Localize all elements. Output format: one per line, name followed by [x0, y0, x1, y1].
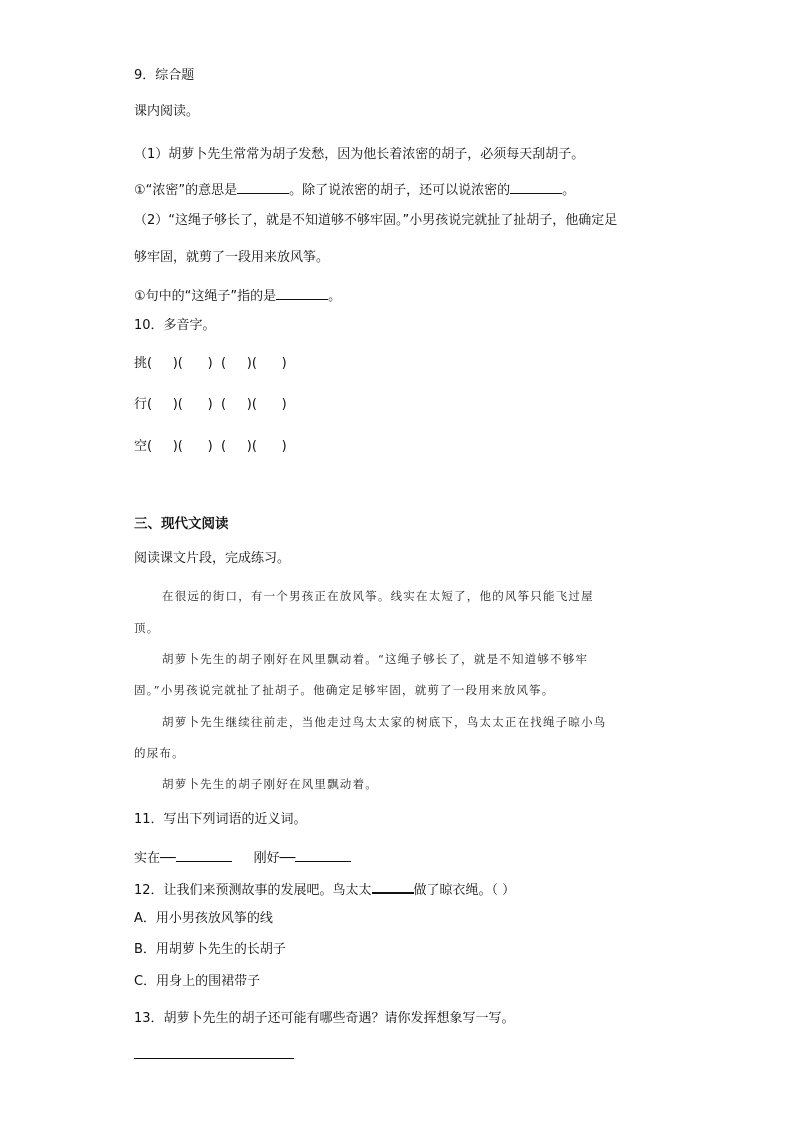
passage-line: 胡萝卜先生的胡子刚好在风里飘动着。“这绳子够长了，就是不知道够不够牢: [162, 652, 589, 666]
answer-blank[interactable]: [276, 287, 328, 300]
passage-line: 的尿布。: [134, 746, 185, 760]
q9-sub2: [134, 287, 341, 305]
q13-answer-line[interactable]: [134, 1058, 294, 1059]
q12-option-b[interactable]: B．用胡萝卜先生的长胡子: [134, 942, 286, 957]
passage-line: 胡萝卜先生的胡子刚好在风里飘动着。: [162, 777, 378, 791]
q12-stem: [134, 880, 515, 899]
q10-title: 10．多音字。: [134, 318, 216, 333]
q11-title: 11．写出下列词语的近义词。: [134, 812, 307, 827]
q9-subtitle: 课内阅读。: [134, 104, 200, 119]
q9-sub1: [134, 181, 575, 199]
q9-sub1-text-c: 。: [562, 183, 576, 198]
passage-line: 顶。: [134, 621, 160, 635]
section-title: 三、现代文阅读: [134, 516, 229, 532]
q9-sub1-text-a: ①“浓密”的意思是: [134, 183, 238, 198]
section-intro: 阅读课文片段，完成练习。: [134, 551, 291, 566]
q11-word1: 实在──: [134, 851, 176, 866]
q9-part2-line1: （2）“这绳子够长了，就是不知道够不够牢固。”小男孩说完就扯了扯胡子，他确定足: [134, 213, 618, 228]
polyphone-row[interactable]: 空( )( ) ( )( ): [134, 439, 287, 454]
q9-sub1-text-b: 。除了说浓密的胡子，还可以说浓密的: [289, 183, 511, 198]
polyphone-row[interactable]: 挑( )( ) ( )( ): [134, 356, 287, 371]
answer-blank[interactable]: [295, 849, 351, 862]
q9-part1: （1）胡萝卜先生常常为胡子发愁，因为他长着浓密的胡子，必须每天刮胡子。: [134, 147, 585, 162]
q11-word2: 刚好──: [253, 851, 296, 866]
answer-blank[interactable]: [372, 880, 414, 894]
q12-option-a[interactable]: A．用小男孩放风筝的线: [134, 911, 273, 926]
q9-title: 9．综合题: [134, 68, 195, 83]
q9-part2-line2: 够牢固，就剪了一段用来放风筝。: [134, 250, 330, 265]
passage-line: 固。”小男孩说完就扯了扯胡子。他确定足够牢固，就剪了一段用来放风筝。: [134, 683, 555, 697]
polyphone-row[interactable]: 行( )( ) ( )( ): [134, 397, 287, 412]
q12-stem-a: 12．让我们来预测故事的发展吧。鸟太太: [134, 883, 372, 898]
passage-line: 在很远的街口，有一个男孩正在放风筝。线实在太短了，他的风筝只能飞过屋: [162, 589, 594, 603]
passage-line: 胡萝卜先生继续往前走，当他走过鸟太太家的树底下，鸟太太正在找绳子晾小鸟: [162, 715, 607, 729]
answer-blank[interactable]: [237, 181, 289, 194]
q12-option-c[interactable]: C．用身上的围裙带子: [134, 974, 261, 989]
q12-stem-b: 做了晾衣绳。（ ）: [413, 883, 516, 898]
answer-blank[interactable]: [510, 181, 562, 194]
q9-sub2-text-a: ①句中的“这绳子”指的是: [134, 289, 277, 304]
answer-blank[interactable]: [176, 849, 232, 862]
q9-sub2-text-b: 。: [328, 289, 342, 304]
q13-title: 13．胡萝卜先生的胡子还可能有哪些奇遇？请你发挥想象写一写。: [134, 1011, 515, 1026]
q11-words: [134, 849, 351, 867]
